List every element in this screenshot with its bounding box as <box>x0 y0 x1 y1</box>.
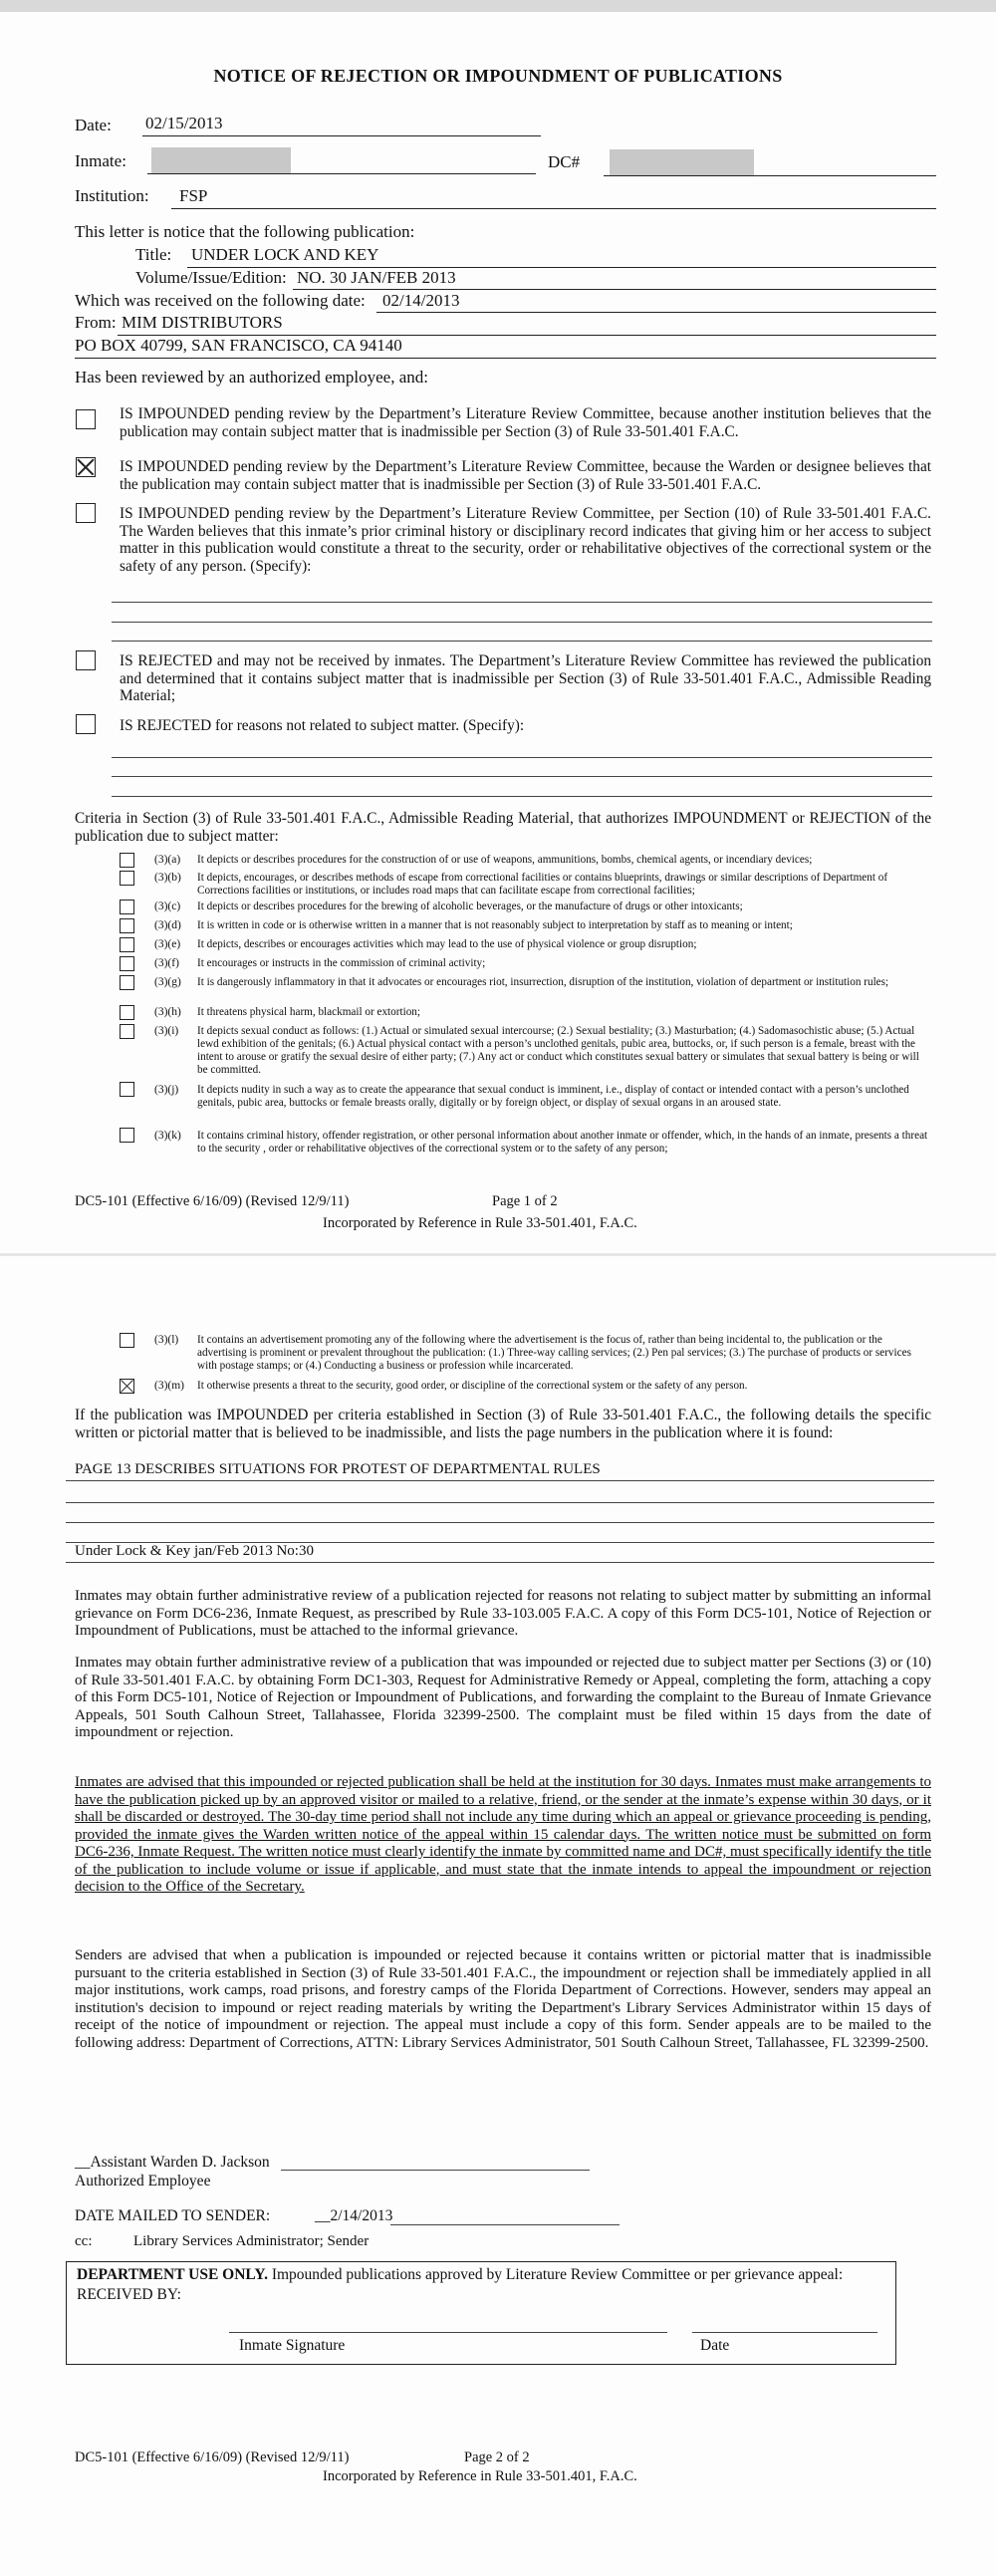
received-line <box>376 312 936 313</box>
date-line <box>692 2332 877 2333</box>
option-text-5: IS REJECTED for reasons not related to subject matter. (Specify): <box>120 717 525 734</box>
specify-line <box>112 796 932 797</box>
dc-redaction <box>610 149 754 175</box>
institution-line <box>171 208 936 209</box>
criteria-text: It depicts or describes procedures for the construction of or use of weapons, ammunitions, bombs, chemical agents, or incendiary devices; <box>197 854 813 866</box>
holding-period-paragraph: Inmates are advised that this impounded or rejected publication shall be held at the institution for 30 days. Inmates must make arrangements to have the publication picked up by an approved visitor or mailed to a relative, friend, or the sender at the inmate’s expense within 30 days, or it shall be discarded or destroyed. The 30-day time period shall not include any time during which an appeal or grievance proceeding is pending, provided the inmate gives the Warden written notice of the appeal within 15 calendar days. The written notice must be submitted on form DC6-236, Inmate Request. The written notice must clearly identify the inmate by committed name and DC#, must specifically identify the title of the publication to include volume or issue if applicable, and must state that the inmate intends to appeal the impoundment or rejection decision to the Office of the Secretary. <box>75 1774 931 1895</box>
criteria-text: It depicts, describes or encourages activities which may lead to the use of physical violence or group disruption; <box>197 938 697 950</box>
sender-appeal-paragraph: Senders are advised that when a publication is impounded or rejected because it contains written or pictorial matter that is inadmissible pursuant to the criteria established in Section (3) of Rule 33-501.401 F.A.C., the impoundment or rejection shall be immediately applied in all major institutions, work camps, road prisons, and forestry camps of the Florida Department of Corrections. However, senders may appeal an institution's decision to impound or reject reading materials by writing the Department's Library Services Administrator within 15 days of receipt of the notice of impoundment or rejection. The appeal must include a copy of this form. Sender appeals are to be mailed to the following address: Department of Corrections, ATTN: Library Services Administrator, 501 South Calhoun Street, Tallahassee, FL 32399-2500. <box>75 1947 931 2051</box>
criteria-text: It is written in code or is otherwise written in a manner that is not reasonably subject to interpretation by staff as to meaning or intent; <box>197 919 793 931</box>
criteria-text: It depicts, encourages, or describes methods of escape from correctional facilities or contains blueprints, drawings or similar descriptions of Department of Corrections facilities or institutions, or includes road maps that can facilitate escape from correctional facilities; <box>197 872 888 897</box>
from-value: MIM DISTRIBUTORS <box>122 313 283 332</box>
option-text-3: IS IMPOUNDED pending review by the Department’s Literature Review Committee, per Section (10) of Rule 33-501.401 F.A.C. The Warden believes that this inmate’s prior criminal history or disciplinary record indicates that giving him or her access to subject matter in this publication would constitute a threat to the security, order or rehabilitative objectives of the correctional system or the safety of any person. (Specify): <box>120 505 931 575</box>
volume-value: NO. 30 JAN/FEB 2013 <box>297 268 456 287</box>
specify-line <box>112 776 932 777</box>
dc-line <box>604 175 936 176</box>
finding-line <box>66 1562 934 1563</box>
incorporated-reference: Incorporated by Reference in Rule 33-501.401, F.A.C. <box>323 2468 637 2484</box>
institution-value: FSP <box>179 186 208 205</box>
administrative-remedy-paragraph: Inmates may obtain further administrative review of a publication that was impounded or rejected due to subject matter per Sections (3) or (10) of Rule 33-501.401 F.A.C. by obtaining Form DC1-303, Request for Administrative Remedy or Appeal, completing the form, attaching a copy of this Form DC5-101, Notice of Rejection or Impoundment of Publications, and forwarding the complaint to the Bureau of Inmate Grievance Appeals, 501 South Calhoun Street, Tallahassee, Florida 32399-2500. The complaint must be filed within 15 days from the date of impoundment or rejection. <box>75 1655 931 1740</box>
criteria-code: (3)(a) <box>154 854 181 866</box>
finding-line <box>66 1480 934 1481</box>
reviewed-statement: Has been reviewed by an authorized employee, and: <box>75 368 428 386</box>
address-line <box>75 358 936 359</box>
date-value: 02/15/2013 <box>145 114 223 132</box>
received-by-label: RECEIVED BY: <box>77 2286 181 2303</box>
incorporated-reference: Incorporated by Reference in Rule 33-501.401, F.A.C. <box>323 1215 637 1231</box>
criteria-checkbox-m[interactable] <box>120 1379 134 1394</box>
publication-intro: This letter is notice that the following publication: <box>75 222 415 241</box>
criteria-checkbox-b[interactable] <box>120 871 134 886</box>
criteria-checkbox-f[interactable] <box>120 956 134 971</box>
criteria-text: It depicts nudity in such a way as to create the appearance that sexual conduct is imminent, i.e., display of contact or intended contact with a person’s unclothed genitals, pubic area, buttocks or female breasts orally, digitally or by foreign object, or display of sexual organs in an aroused state. <box>197 1084 909 1109</box>
from-label: From: <box>75 313 117 332</box>
criteria-checkbox-d[interactable] <box>120 918 134 933</box>
criteria-text: It threatens physical harm, blackmail or extortion; <box>197 1006 420 1018</box>
option-text-2: IS IMPOUNDED pending review by the Department’s Literature Review Committee, because the Warden or designee believes that the publication may contain subject matter that is inadmissible per Section (3) of Rule 33-501.401 F.A.C. <box>120 458 931 493</box>
criteria-text: It depicts or describes procedures for the brewing of alcoholic beverages, or the manufacture of drugs or other intoxicants; <box>197 901 743 912</box>
cc-label: cc: <box>75 2233 93 2249</box>
page-title: NOTICE OF REJECTION OR IMPOUNDMENT OF PUBLICATIONS <box>213 66 783 86</box>
date-mailed-label: DATE MAILED TO SENDER: <box>75 2207 271 2224</box>
criteria-code: (3)(f) <box>154 957 179 969</box>
criteria-code: (3)(e) <box>154 938 181 950</box>
received-value: 02/14/2013 <box>382 291 460 310</box>
criteria-code: (3)(b) <box>154 872 181 884</box>
criteria-checkbox-c[interactable] <box>120 900 134 914</box>
date-label: Date: <box>75 116 112 134</box>
criteria-intro: Criteria in Section (3) of Rule 33-501.401 F.A.C., Admissible Reading Material, that authorizes IMPOUNDMENT or REJECTION of the publication due to subject matter: <box>75 810 931 845</box>
form-number: DC5-101 (Effective 6/16/09) (Revised 12/9/11) <box>75 2449 350 2465</box>
criteria-code: (3)(j) <box>154 1084 179 1096</box>
inmate-line <box>147 173 536 174</box>
cc-value: Library Services Administrator; Sender <box>133 2233 370 2249</box>
date-label: Date <box>700 2337 730 2354</box>
inmate-redaction <box>151 147 291 173</box>
criteria-code: (3)(m) <box>154 1380 185 1392</box>
inmate-label: Inmate: <box>75 151 126 170</box>
form-number: DC5-101 (Effective 6/16/09) (Revised 12/9/11) <box>75 1193 350 1209</box>
title-value: UNDER LOCK AND KEY <box>191 245 379 264</box>
criteria-code: (3)(h) <box>154 1006 181 1018</box>
criteria-text: It encourages or instructs in the commission of criminal activity; <box>197 957 486 969</box>
date-line <box>142 135 541 136</box>
criteria-text: It otherwise presents a threat to the security, good order, or discipline of the correctional system or the safety of any person. <box>197 1380 748 1392</box>
option-checkbox-3[interactable] <box>76 503 96 523</box>
date-mailed-line <box>390 2224 620 2225</box>
criteria-checkbox-h[interactable] <box>120 1005 134 1020</box>
finding-line <box>66 1502 934 1503</box>
specify-line <box>112 602 932 603</box>
criteria-text: It contains an advertisement promoting any of the following where the advertisement is the focus of, rather than being incidental to, the publication or the advertising is prominent or prevalent throughout the publication: (1.) Three-way calling services; (2.) Pen pal services; (3.) The purchase of products or services with postage stamps; or (4.) Conducting a business or profession while incarcerated. <box>197 1334 911 1372</box>
signature-line <box>281 2170 590 2171</box>
impound-detail: If the publication was IMPOUNDED per criteria established in Section (3) of Rule 33-501.401 F.A.C., the following details the specific written or pictorial matter that is believed to be inadmissible, and lists the page numbers in the publication where it is found: <box>75 1407 931 1441</box>
option-text-1: IS IMPOUNDED pending review by the Department’s Literature Review Committee, because another institution believes that the publication may contain subject matter that is inadmissible per Section (3) of Rule 33-501.401 F.A.C. <box>120 405 931 440</box>
volume-line <box>293 289 936 290</box>
department-use-heading-row <box>77 2266 843 2284</box>
criteria-checkbox-a[interactable] <box>120 853 134 868</box>
department-use-text: Impounded publications approved by Literature Review Committee or per grievance appeal: <box>271 2266 844 2283</box>
inmate-signature-label: Inmate Signature <box>239 2337 346 2354</box>
volume-label: Volume/Issue/Edition: <box>135 268 287 287</box>
criteria-code: (3)(d) <box>154 919 181 931</box>
criteria-code: (3)(g) <box>154 976 181 988</box>
criteria-checkbox-e[interactable] <box>120 937 134 952</box>
impound-finding: PAGE 13 DESCRIBES SITUATIONS FOR PROTEST OF DEPARTMENTAL RULES <box>75 1461 601 1477</box>
dc-label: DC# <box>548 152 581 171</box>
page-number: Page 2 of 2 <box>464 2449 530 2465</box>
received-label: Which was received on the following date: <box>75 291 366 310</box>
criteria-text: It is dangerously inflammatory in that it advocates or encourages riot, insurrection, disruption of the institution, violation of department or institution rules; <box>197 976 889 988</box>
finding-line <box>66 1522 934 1523</box>
impound-publication: Under Lock & Key jan/Feb 2013 No:30 <box>75 1543 314 1559</box>
informal-grievance-paragraph: Inmates may obtain further administrative review of a publication rejected for reasons not relating to subject matter by submitting an informal grievance on Form DC6-236, Inmate Request, as prescribed by Rule 33-103.005 F.A.C. A copy of this Form DC5-101, Notice of Rejection or Impoundment of Publications, must be attached to the informal grievance. <box>75 1588 931 1639</box>
criteria-checkbox-k[interactable] <box>120 1128 134 1143</box>
inmate-signature-line <box>229 2332 667 2333</box>
option-checkbox-1[interactable] <box>76 409 96 429</box>
criteria-checkbox-l[interactable] <box>120 1333 134 1348</box>
torn-edge <box>0 0 996 12</box>
criteria-code: (3)(k) <box>154 1130 181 1142</box>
criteria-checkbox-g[interactable] <box>120 975 134 990</box>
specify-line <box>112 641 932 642</box>
option-checkbox-4[interactable] <box>76 650 96 670</box>
institution-label: Institution: <box>75 186 149 205</box>
title-label: Title: <box>135 245 172 264</box>
criteria-text: It depicts sexual conduct as follows: (1.) Actual or simulated sexual intercourse; (2.) Sexual bestiality; (3.) Masturbation; (4.) Sadomasochistic abuse; (5.) Actual lewd exhibition of the genitals; (6.) Actual physical contact with a person’s unclothed genitals, pubic area, buttocks, or, if such person is a female, breast with the intent to arouse or gratify the sexual desire of either party; (7.) Any act or conduct which constitutes sexual battery or simulates that sexual battery is being or will be committed. <box>197 1025 919 1076</box>
date-mailed-value: __2/14/2013 <box>315 2207 393 2224</box>
criteria-text: It contains criminal history, offender registration, or other personal information about another inmate or offender, which, in the hands of an inmate, presents a threat to the security , order or rehabilitative objectives of the correctional system or to the safety of any person; <box>197 1130 928 1155</box>
option-checkbox-5[interactable] <box>76 714 96 734</box>
criteria-code: (3)(c) <box>154 901 181 912</box>
criteria-checkbox-j[interactable] <box>120 1082 134 1097</box>
option-text-4: IS REJECTED and may not be received by inmates. The Department’s Literature Review Committee has reviewed the publication and determined that it contains subject matter that is inadmissible per Section (3) of Rule 33-501.401 F.A.C., Admissible Reading Material; <box>120 652 931 704</box>
address-value: PO BOX 40799, SAN FRANCISCO, CA 94140 <box>75 336 402 355</box>
criteria-code: (3)(i) <box>154 1025 179 1037</box>
specify-line <box>112 622 932 623</box>
option-checkbox-2[interactable] <box>76 457 96 477</box>
authorized-employee-name: __Assistant Warden D. Jackson <box>75 2154 270 2171</box>
department-use-box <box>66 2261 896 2365</box>
authorized-employee-label: Authorized Employee <box>75 2173 211 2190</box>
criteria-code: (3)(l) <box>154 1334 179 1346</box>
page-break <box>0 1253 996 1256</box>
page-number: Page 1 of 2 <box>492 1193 558 1209</box>
specify-line <box>112 757 932 758</box>
department-use-heading: DEPARTMENT USE ONLY. <box>77 2266 268 2283</box>
criteria-checkbox-i[interactable] <box>120 1024 134 1039</box>
